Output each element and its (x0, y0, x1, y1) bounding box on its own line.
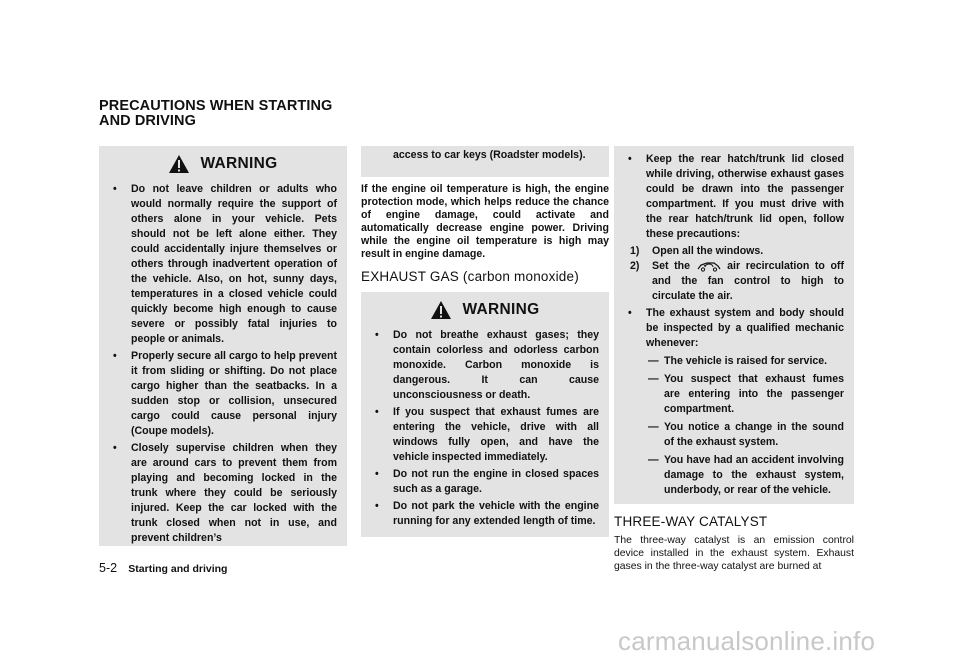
column-2 (361, 146, 609, 537)
list-item: • Do not breathe exhaust gases; they contain colorless and odorless carbon monoxide. Carbon monoxide is dangerous. It can cause unconsciousness or death. (375, 329, 599, 401)
warning-label: WARNING (200, 155, 278, 172)
warning-box-3 (614, 146, 854, 504)
step-2: 2) Set the air recirculation to off and the fan control to high to circulate the air. (630, 260, 844, 302)
warning-list-3b (624, 306, 844, 351)
warning-continuation: access to car keys (Roadster models). (393, 149, 586, 161)
three-way-catalyst-subtitle: THREE-WAY CATALYST (614, 514, 768, 529)
oil-temperature-paragraph: If the engine oil temperature is high, the engine protection mode, which helps reduce the chance of engine damage, could activate and automatically decrease engine power. Driving while the engine oil temperature is high may result in engine damage. (361, 183, 609, 260)
list-item: • Keep the rear hatch/trunk lid closed while driving, otherwise exhaust gases could be drawn into the passenger compartment. If you must drive with the rear hatch/trunk lid open, follow these precautions: (628, 153, 844, 240)
warning-list-3 (624, 152, 844, 242)
warning-triangle-icon (168, 154, 190, 174)
page-number: 5-2 (99, 561, 118, 575)
warning-triangle-icon (430, 300, 452, 320)
step-1: 1) Open all the windows. (630, 245, 764, 257)
warning-list-1 (109, 182, 337, 546)
warning-header (371, 298, 599, 322)
catalyst-paragraph: The three-way catalyst is an emission control device installed in the exhaust system. Exhaust gases in the three-way catalyst are burned at (614, 535, 854, 572)
list-item: • Closely supervise children when they are around cars to prevent them from playing and becoming locked in the trunk where they could be seriously injured. Keep the car locked with the trunk closed when not in use, and prevent children’s (113, 442, 337, 544)
dash-item: — You have had an accident involving damage to the exhaust system, underbody, or rear of the vehicle. (648, 454, 844, 496)
chapter-title: Starting and driving (128, 563, 228, 575)
section-title-line2: AND DRIVING (99, 113, 196, 129)
section-title-line1: PRECAUTIONS WHEN STARTING (99, 98, 333, 114)
warning-box-1 (99, 146, 347, 546)
list-item: • If you suspect that exhaust fumes are entering the vehicle, drive with all windows fully open, and have the vehicle inspected immediately. (375, 406, 599, 463)
warning-box-continued (361, 146, 609, 177)
page-footer (99, 561, 227, 575)
warning-box-2 (361, 292, 609, 537)
dash-item: — You suspect that exhaust fumes are entering into the passenger compartment. (648, 373, 844, 415)
column-3 (614, 146, 854, 573)
dash-item: — The vehicle is raised for service. (648, 355, 828, 367)
warning-label: WARNING (462, 301, 540, 318)
list-item: • Properly secure all cargo to help prevent it from sliding or shifting. Do not place cargo higher than the seatbacks. In a sudden stop or collision, unsecured cargo could cause personal injury (Coupe models). (113, 350, 337, 437)
list-item: • Do not park the vehicle with the engine running for any extended length of time. (375, 500, 599, 527)
list-item: • Do not run the engine in closed spaces such as a garage. (375, 468, 599, 495)
column-1 (99, 146, 347, 546)
exhaust-gas-subtitle: EXHAUST GAS (carbon monoxide) (361, 269, 579, 284)
dash-item: — You notice a change in the sound of the exhaust system. (648, 421, 844, 448)
watermark: carmanualsonline.info (618, 626, 876, 656)
warning-list-2 (371, 328, 599, 529)
warning-header (109, 152, 337, 176)
list-item: • Do not leave children or adults who would normally require the support of others alone in your vehicle. Pets should not be left alone either. They could accidentally injure themselves or others through inadvertent operation of the vehicle. Also, on hot, sunny days, temperatures in a closed vehicle could quickly become high enough to cause severe or possibly fatal injuries to people or animals. (113, 183, 337, 345)
air-recirculation-icon (696, 260, 722, 272)
section-title (99, 99, 359, 129)
list-item: • The exhaust system and body should be inspected by a qualified mechanic whenever: (628, 307, 844, 349)
